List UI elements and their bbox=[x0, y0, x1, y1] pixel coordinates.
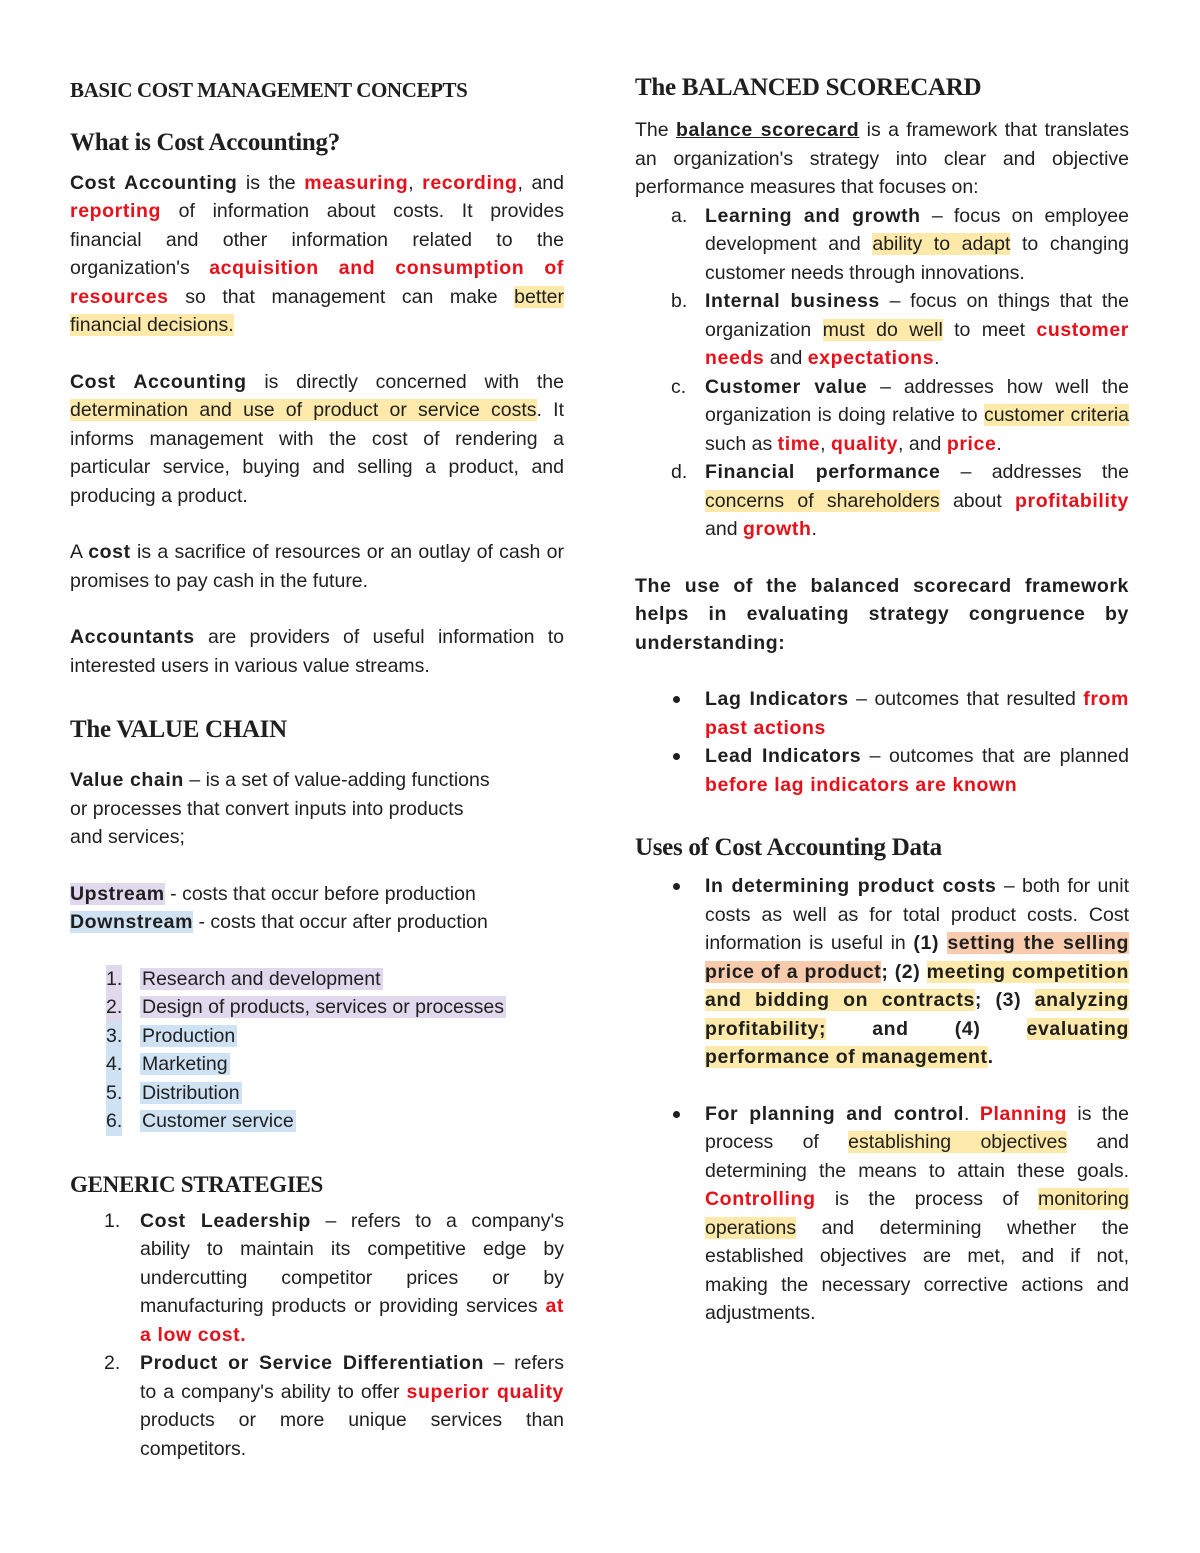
uses-list bbox=[635, 872, 1129, 1328]
value-chain-heading: The VALUE CHAIN bbox=[70, 716, 287, 743]
generic-strategies-heading: GENERIC STRATEGIES bbox=[70, 1171, 324, 1197]
left-column bbox=[70, 70, 564, 1463]
list-item: b. Internal business – focus on things that the organization must do well to meet customer needs and expectations. bbox=[671, 290, 1129, 369]
downstream-label: Downstream bbox=[70, 911, 194, 933]
term: Cost Accounting bbox=[70, 171, 238, 194]
upstream-label: Upstream bbox=[70, 882, 165, 905]
scorecard-use-paragraph: The use of the balanced scorecard framework helps in evaluating strategy congruence by understanding: bbox=[635, 574, 1129, 654]
cost-accounting-paragraph-1: Cost Accounting is the measuring, recording, and reporting of information about costs. It provides financial and other information related to the organization's acquisition and consumption of resources so that management can make better financial decisions. bbox=[70, 171, 564, 336]
scorecard-perspectives-list bbox=[635, 202, 1129, 544]
list-item: 3. Production bbox=[70, 1022, 564, 1051]
red-term: expectations bbox=[807, 347, 935, 369]
list-item: 1. Research and development bbox=[70, 965, 564, 994]
highlight: determination and use of product or service costs bbox=[70, 399, 537, 421]
downstream-line: Downstream - costs that occur after production bbox=[70, 911, 488, 933]
balanced-scorecard-heading: The BALANCED SCORECARD bbox=[635, 74, 982, 101]
highlight: must do well bbox=[822, 318, 943, 341]
cost-accounting-paragraph-2: Cost Accounting is directly concerned with the determination and use of product or service costs. It informs management with the cost of rendering a particular service, buying and selling a product, and producing a product. bbox=[70, 370, 564, 507]
term: Customer value bbox=[705, 375, 868, 398]
red-term: price bbox=[946, 432, 997, 455]
list-item: d. Financial performance – addresses the concerns of shareholders about profitability and growth. bbox=[671, 461, 1129, 540]
red-term: from past actions bbox=[705, 688, 1129, 739]
bullet-icon bbox=[673, 883, 680, 890]
cost-definition-paragraph: A cost is a sacrifice of resources or an outlay of cash or promises to pay cash in the future. bbox=[70, 541, 564, 592]
term: In determining product costs bbox=[705, 875, 997, 897]
highlight: better financial decisions bbox=[70, 285, 564, 336]
value-chain-definition: Value chain – is a set of value-adding functions or processes that convert inputs into products and services; bbox=[70, 769, 490, 848]
term: Lag Indicators bbox=[705, 688, 849, 710]
term: Cost Accounting bbox=[70, 370, 247, 393]
accountants-paragraph: Accountants are providers of useful information to interested users in various value streams. bbox=[70, 626, 564, 677]
indicators-list bbox=[635, 685, 1129, 799]
red-term: recording bbox=[422, 171, 518, 194]
red-term: measuring bbox=[304, 171, 409, 194]
red-term: profitability bbox=[1015, 489, 1129, 512]
term: Financial performance bbox=[705, 461, 941, 483]
list-item: c. Customer value – addresses how well the organization is doing relative to customer criteria such as time, quality, and price. bbox=[671, 375, 1129, 455]
red-term: before lag indicators are known bbox=[705, 773, 1018, 796]
list-item: 2. Design of products, services or processes bbox=[70, 993, 564, 1022]
term: Cost Leadership bbox=[140, 1209, 311, 1232]
value-chain-list bbox=[70, 965, 564, 1136]
term: Internal business bbox=[705, 290, 880, 312]
balanced-scorecard-intro: The balance scorecard is a framework that translates an organization's strategy into clear and objective performance measures that focuses on: bbox=[635, 119, 1129, 198]
list-item: 2. Product or Service Differentiation – refers to a company's ability to offer superior quality products or more unique services than competitors. bbox=[104, 1352, 564, 1460]
right-column bbox=[635, 70, 1129, 1328]
list-item: 1. Cost Leadership – refers to a company's ability to maintain its competitive edge by undercutting competitor prices or by manufacturing products or providing services at a low cost. bbox=[104, 1209, 564, 1346]
highlight: evaluating performance of management bbox=[705, 1017, 1129, 1068]
upstream-line: Upstream - costs that occur before production bbox=[70, 882, 476, 905]
list-item: Lead Indicators – outcomes that are planned before lag indicators are known bbox=[635, 742, 1129, 799]
term: For planning and control bbox=[705, 1102, 965, 1125]
term: Lead Indicators bbox=[705, 745, 862, 767]
list-item: Lag Indicators – outcomes that resulted from past actions bbox=[635, 685, 1129, 742]
term: cost bbox=[88, 541, 131, 563]
red-term: Planning bbox=[979, 1102, 1067, 1125]
document-title: BASIC COST MANAGEMENT CONCEPTS bbox=[70, 78, 468, 102]
bullet-icon bbox=[673, 696, 680, 703]
red-term: Controlling bbox=[705, 1188, 816, 1210]
list-item: 6. Customer service bbox=[70, 1107, 564, 1136]
red-term: customer needs bbox=[705, 318, 1129, 369]
cost-accounting-heading: What is Cost Accounting? bbox=[70, 128, 340, 156]
highlight: establishing objectives bbox=[848, 1131, 1068, 1153]
highlight: customer criteria bbox=[983, 404, 1129, 426]
red-term: time bbox=[777, 432, 821, 455]
term: Product or Service Differentiation bbox=[140, 1352, 485, 1374]
red-term: superior quality bbox=[406, 1380, 564, 1403]
highlight: setting the selling price of a product bbox=[705, 932, 1129, 983]
term: Learning and growth bbox=[705, 204, 921, 227]
underlined-term: balance scorecard bbox=[675, 119, 860, 141]
highlight: meeting competition and bidding on contracts bbox=[705, 960, 1130, 1011]
highlight: analyzing profitability; bbox=[705, 989, 1129, 1040]
list-item: In determining product costs – both for unit costs as well as for total product costs. Cost information is useful in (1) setting the selling price of a product; (2) meeting competition and bidding on contracts; (3) analyzing profitability; and (4) evaluating performance of management. bbox=[635, 872, 1129, 1072]
red-term: at a low cost. bbox=[140, 1295, 564, 1346]
uses-heading: Uses of Cost Accounting Data bbox=[635, 834, 942, 861]
generic-strategies-list bbox=[70, 1207, 564, 1464]
term: Accountants bbox=[70, 626, 195, 648]
bullet-icon bbox=[673, 1111, 680, 1118]
highlight: monitoring operations bbox=[705, 1188, 1129, 1239]
bullet-icon bbox=[673, 753, 680, 760]
list-item: For planning and control. Planning is the process of establishing objectives and determining the means to attain these goals. Controlling is the process of monitoring operations and determining whether the established objectives are met, and if not, making the necessary corrective actions and adjustments. bbox=[635, 1100, 1129, 1328]
red-term: growth bbox=[742, 518, 812, 540]
highlight: ability to adapt bbox=[872, 233, 1011, 255]
list-item: 5. Distribution bbox=[70, 1079, 564, 1108]
red-term: reporting bbox=[70, 200, 161, 222]
red-term: quality bbox=[830, 432, 899, 455]
red-term: acquisition and consumption of resources bbox=[70, 257, 564, 308]
highlight: concerns of shareholders bbox=[705, 489, 940, 512]
list-item: a. Learning and growth – focus on employee development and ability to adapt to changing customer needs through innovations. bbox=[671, 204, 1129, 284]
term: Value chain bbox=[70, 769, 184, 791]
list-item: 4. Marketing bbox=[70, 1050, 564, 1079]
